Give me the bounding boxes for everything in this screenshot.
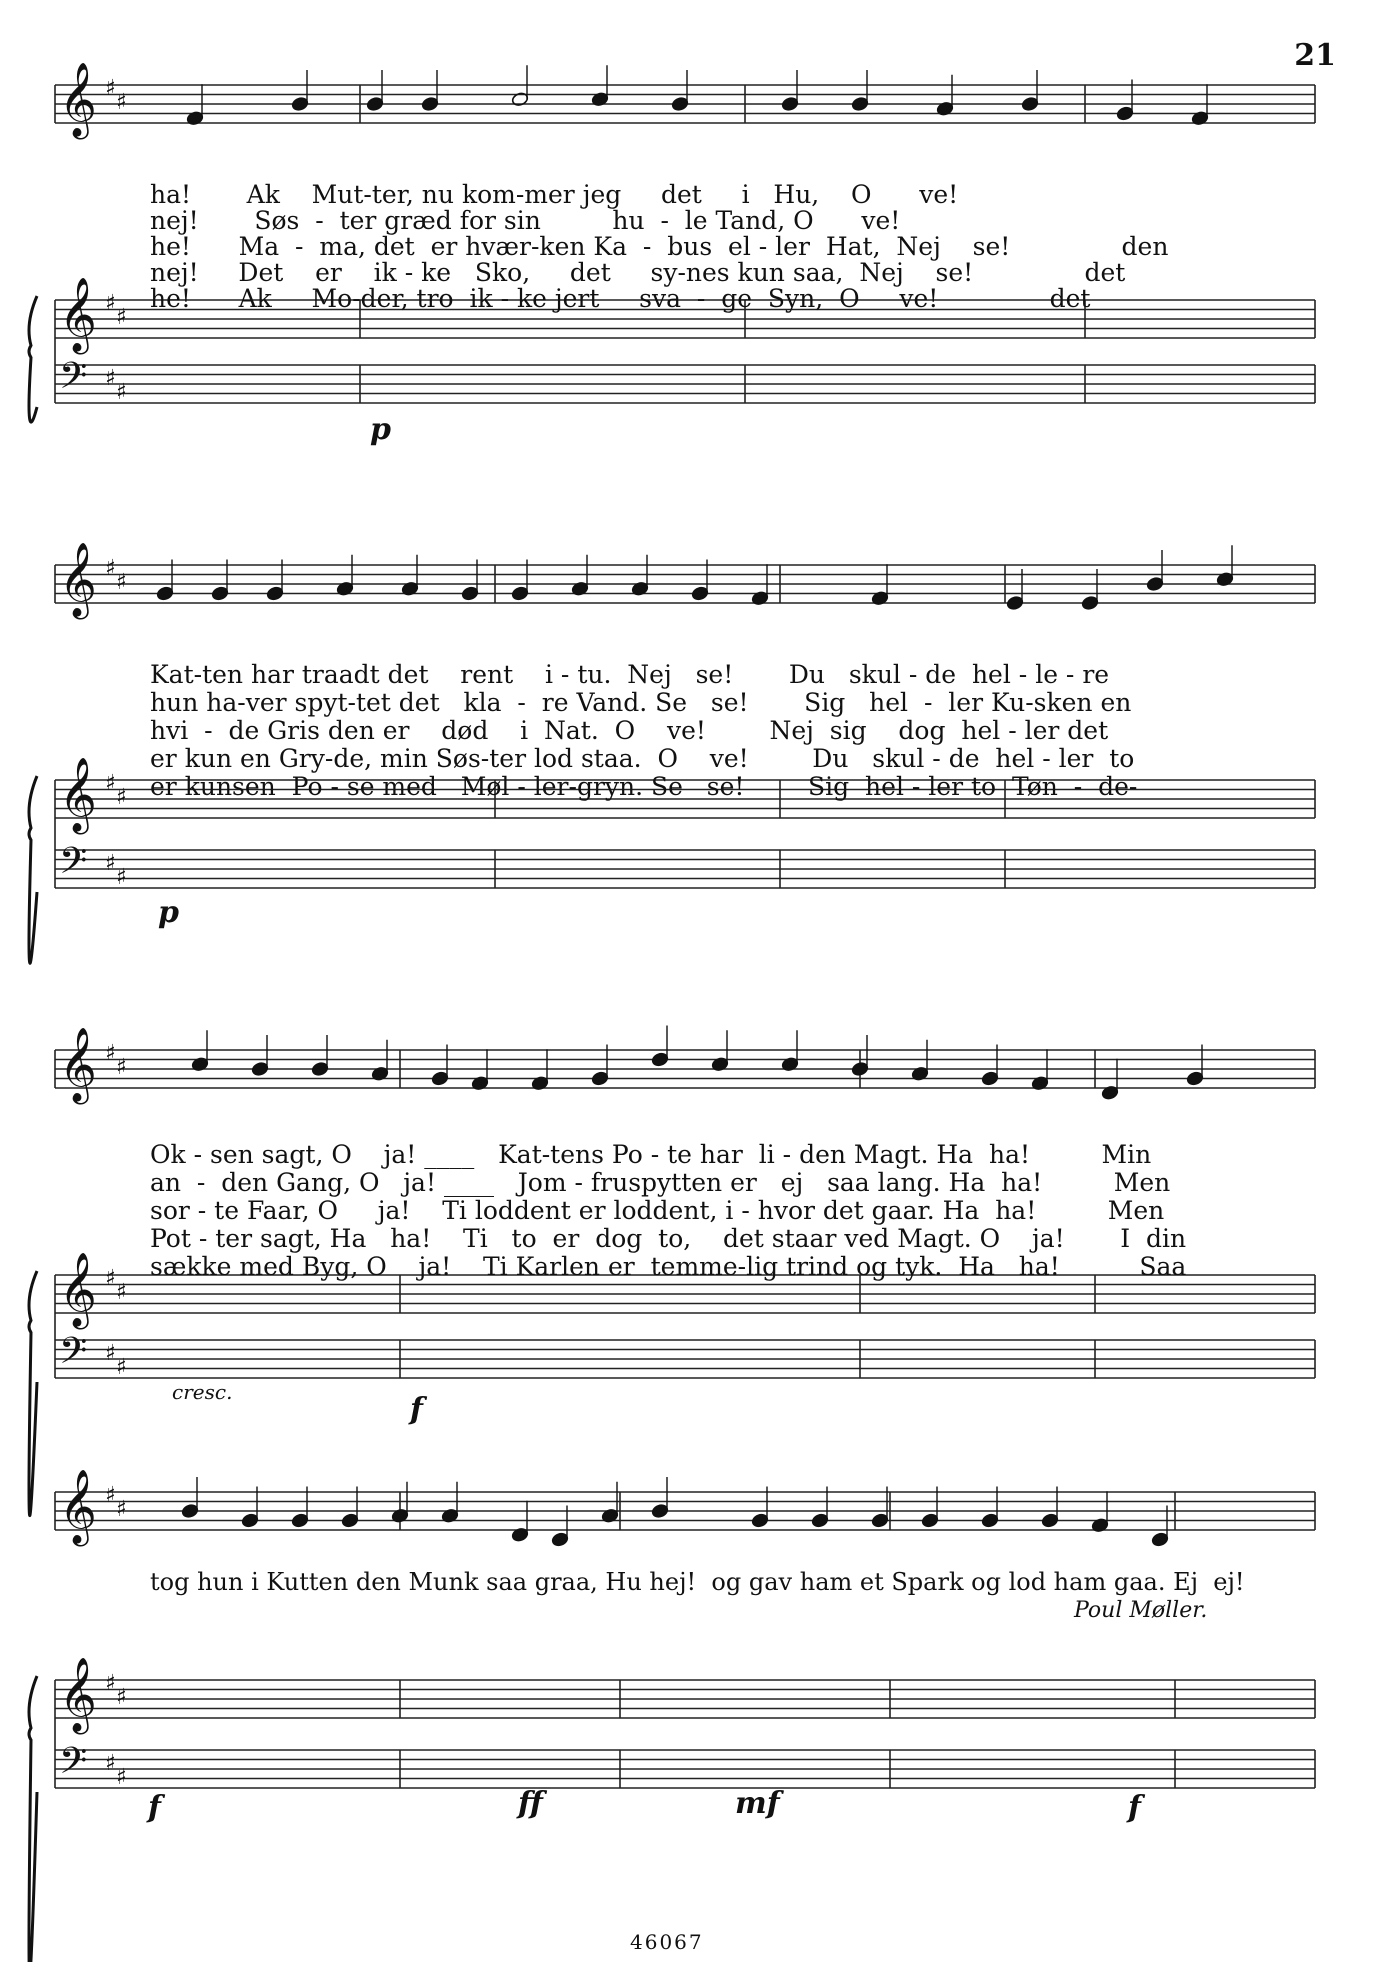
sharp-icon: ♯ xyxy=(116,865,127,890)
dynamic-marking: f xyxy=(410,1392,423,1427)
treble-clef-icon: 𝄞 xyxy=(59,63,97,137)
lyric-line: hun ha-ver spyt-tet det kla - re Vand. Se se! Sig hel - ler Ku-sken en xyxy=(150,688,1132,717)
note-head xyxy=(921,1513,939,1528)
brace xyxy=(29,1676,37,1962)
note-head xyxy=(181,1503,199,1518)
composer-credit: Poul Møller. xyxy=(1074,1598,1208,1623)
sharp-icon: ♯ xyxy=(116,90,127,115)
treble-clef-icon: 𝄞 xyxy=(59,758,97,832)
note-head xyxy=(781,96,799,111)
lyric-line: sor - te Faar, O ja! Ti loddent er loddent, i - hvor det gaar. Ha ha! Men xyxy=(150,1196,1165,1225)
lyric-line: er kun en Gry-de, min Søs-ter lod staa. O ve! Du skul - de hel - ler to xyxy=(150,744,1135,773)
lyric-line: hvi - de Gris den er død i Nat. O ve! Nej sig dog hel - ler det xyxy=(150,716,1109,745)
lyric-line: Kat-ten har traadt det rent i - tu. Nej se! Du skul - de hel - le - re xyxy=(150,660,1110,689)
note-head xyxy=(431,1071,449,1086)
note-head xyxy=(751,1513,769,1528)
note-head xyxy=(421,96,439,111)
bass-clef-icon: 𝄢 xyxy=(59,1330,88,1381)
sharp-icon: ♯ xyxy=(116,1497,127,1522)
note-head xyxy=(311,1061,329,1076)
note-head xyxy=(981,1513,999,1528)
note-head xyxy=(511,586,529,601)
note-head xyxy=(1081,595,1099,610)
bass-clef-icon: 𝄢 xyxy=(59,355,88,406)
note-head xyxy=(851,1061,869,1076)
sharp-icon: ♯ xyxy=(116,1765,127,1790)
dynamic-marking: mf xyxy=(735,1786,780,1821)
dynamic-marking: p xyxy=(370,412,391,447)
note-head xyxy=(591,1071,609,1086)
note-head xyxy=(366,96,384,111)
lyric-line: sække med Byg, O ja! Ti Karlen er temme-lig trind og tyk. Ha ha! Saa xyxy=(150,1252,1187,1281)
dynamic-marking: ff xyxy=(518,1786,543,1821)
note-head xyxy=(1151,1532,1169,1547)
note-head xyxy=(291,96,309,111)
note-head xyxy=(1006,595,1024,610)
lyric-line: an - den Gang, O ja! ____ Jom - fruspytten er ej saa lang. Ha ha! Men xyxy=(150,1168,1171,1197)
treble-clef-icon: 𝄞 xyxy=(59,278,97,352)
lyric-line: he! Ak Mo-der, tro ik - ke jert sva - ge Syn, O ve! det xyxy=(150,284,1091,313)
lyric-line: Pot - ter sagt, Ha ha! Ti to er dog to, det staar ved Magt. O ja! I din xyxy=(150,1224,1187,1253)
lyric-line: he! Ma - ma, det er hvær-ken Ka - bus el - ler Hat, Nej se! den xyxy=(150,232,1169,261)
note-head xyxy=(981,1071,999,1086)
sharp-icon: ♯ xyxy=(105,1751,116,1776)
brace xyxy=(29,776,37,963)
note-head xyxy=(341,1513,359,1528)
dynamic-marking: f xyxy=(148,1790,161,1825)
sharp-icon: ♯ xyxy=(116,1355,127,1380)
sharp-icon: ♯ xyxy=(116,785,127,810)
note-head xyxy=(811,1513,829,1528)
note-head xyxy=(211,586,229,601)
note-head xyxy=(251,1061,269,1076)
note-head xyxy=(291,1513,309,1528)
sharp-icon: ♯ xyxy=(116,305,127,330)
sharp-icon: ♯ xyxy=(105,366,116,391)
lyric-line: Ok - sen sagt, O ja! ____ Kat-tens Po - te har li - den Magt. Ha ha! Min xyxy=(150,1140,1152,1169)
sharp-icon: ♯ xyxy=(105,1266,116,1291)
bass-clef-icon: 𝄢 xyxy=(59,1740,88,1791)
treble-clef-icon: 𝄞 xyxy=(59,1253,97,1327)
sharp-icon: ♯ xyxy=(105,1671,116,1696)
note-head xyxy=(871,1513,889,1528)
treble-clef-icon: 𝄞 xyxy=(59,1470,97,1544)
lyric-line: ha! Ak Mut-ter, nu kom-mer jeg det i Hu, O ve! xyxy=(150,180,959,209)
page-number: 21 xyxy=(1294,38,1336,73)
sharp-icon: ♯ xyxy=(105,291,116,316)
lyric-line: nej! Det er ik - ke Sko, det sy-nes kun saa, Nej se! det xyxy=(150,258,1126,287)
sharp-icon: ♯ xyxy=(105,76,116,101)
note-head xyxy=(671,96,689,111)
note-head xyxy=(1116,106,1134,121)
note-head xyxy=(156,586,174,601)
sharp-icon: ♯ xyxy=(105,1483,116,1508)
note-head xyxy=(461,586,479,601)
sharp-icon: ♯ xyxy=(105,556,116,581)
brace xyxy=(29,1271,37,1516)
dynamic-marking: cresc. xyxy=(172,1380,233,1404)
note-head xyxy=(651,1503,669,1518)
note-head xyxy=(1146,576,1164,591)
note-head xyxy=(551,1532,569,1547)
brace xyxy=(29,296,37,422)
sharp-icon: ♯ xyxy=(116,1685,127,1710)
sharp-icon: ♯ xyxy=(116,570,127,595)
plate-number: 46067 xyxy=(630,1930,704,1954)
note-head xyxy=(1021,96,1039,111)
note-head xyxy=(266,586,284,601)
lyric-line: tog hun i Kutten den Munk saa graa, Hu hej! og gav ham et Spark og lod ham gaa. Ej ej! xyxy=(150,1568,1245,1596)
treble-clef-icon: 𝄞 xyxy=(59,1028,97,1102)
note-head xyxy=(1041,1513,1059,1528)
sharp-icon: ♯ xyxy=(116,1055,127,1080)
dynamic-marking: f xyxy=(1128,1790,1141,1825)
sharp-icon: ♯ xyxy=(105,851,116,876)
note-head xyxy=(241,1513,259,1528)
dynamic-marking: p xyxy=(158,895,179,930)
lyric-line: er kunsen Po - se med Møl - ler-gryn. Se se! Sig hel - ler to Tøn - de- xyxy=(150,772,1138,801)
note-head xyxy=(691,586,709,601)
note-head xyxy=(851,96,869,111)
note-head xyxy=(1186,1071,1204,1086)
sharp-icon: ♯ xyxy=(116,1280,127,1305)
bass-clef-icon: 𝄢 xyxy=(59,840,88,891)
sharp-icon: ♯ xyxy=(116,380,127,405)
treble-clef-icon: 𝄞 xyxy=(59,1658,97,1732)
sharp-icon: ♯ xyxy=(105,1341,116,1366)
sharp-icon: ♯ xyxy=(105,1041,116,1066)
lyric-line: nej! Søs - ter græd for sin hu - le Tand, O ve! xyxy=(150,206,901,235)
note-head xyxy=(651,1052,669,1067)
sharp-icon: ♯ xyxy=(105,771,116,796)
treble-clef-icon: 𝄞 xyxy=(59,543,97,617)
